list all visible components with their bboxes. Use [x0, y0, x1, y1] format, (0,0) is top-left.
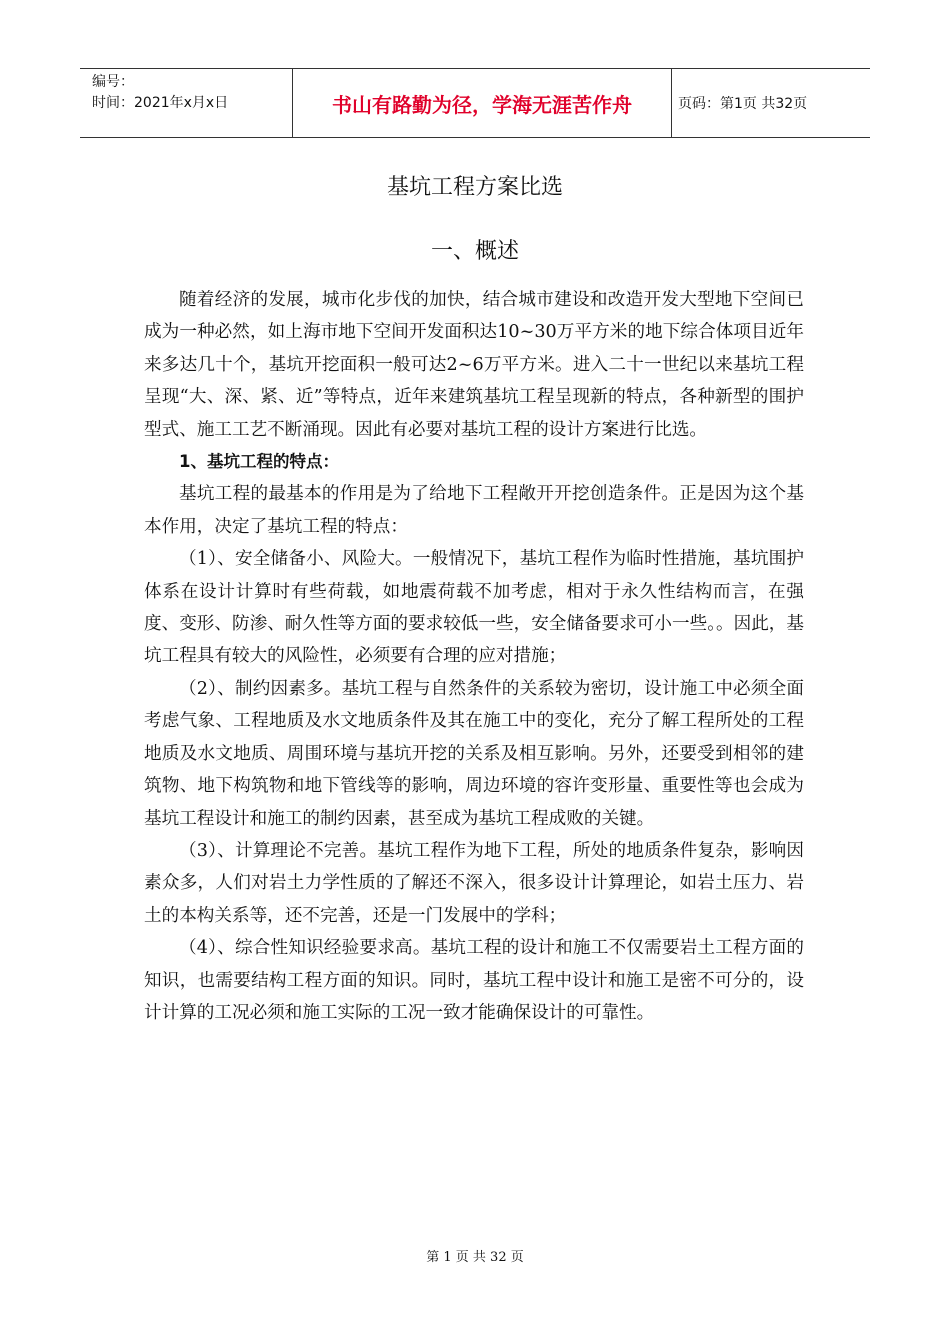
document-number-label: 编号： — [92, 74, 134, 90]
header-motto: 书山有路勤为径，学海无涯苦作舟 — [293, 69, 672, 137]
page-footer: 第 1 页 共 32 页 — [426, 1250, 524, 1265]
section-title: 一、概述 — [430, 239, 519, 264]
paragraph-feature-3: （3）、计算理论不完善。基坑工程作为地下工程，所处的地质条件复杂，影响因素众多，人们对岩土力学性质的了解还不深入，很多设计计算理论，如岩土压力、岩土的本构关系等，还不完善，还是一门发展中的学科； — [144, 840, 804, 926]
subheading-features: 1、基坑工程的特点： — [179, 452, 339, 472]
paragraph-feature-2: （2）、制约因素多。基坑工程与自然条件的关系较为密切，设计施工中必须全面考虑气象、工程地质及水文地质条件及其在施工中的变化，充分了解工程所处的工程地质及水文地质、周围环境与基坑开挖的关系及相互影响。另外，还要受到相邻的建筑物、地下构筑物和地下管线等的影响，周边环境的容许变形量、重要性等也会成为基坑工程设计和施工的制约因素，甚至成为基坑工程成败的关键。 — [144, 678, 804, 829]
paragraph-basic-function: 基坑工程的最基本的作用是为了给地下工程敞开开挖创造条件。正是因为这个基本作用，决定了基坑工程的特点： — [144, 484, 804, 537]
paragraph-feature-4: （4）、综合性知识经验要求高。基坑工程的设计和施工不仅需要岩土工程方面的知识，也需要结构工程方面的知识。同时，基坑工程中设计和施工是密不可分的，设计计算的工况必须和施工实际的工况一致才能确保设计的可靠性。 — [144, 938, 804, 1023]
header-meta — [80, 69, 293, 137]
header-page-info: 页码：第1页 共32页 — [678, 96, 808, 112]
paragraph-feature-1: （1）、安全储备小、风险大。一般情况下，基坑工程作为临时性措施，基坑围护体系在设计计算时有些荷载，如地震荷载不加考虑，相对于永久性结构而言，在强度、变形、防渗、耐久性等方面的要求较低一些，安全储备要求可小一些。。因此，基坑工程具有较大的风险性，必须要有合理的应对措施； — [144, 549, 804, 667]
document-body — [144, 284, 804, 1029]
page-header — [80, 68, 870, 138]
document-title: 基坑工程方案比选 — [386, 175, 563, 200]
paragraph-intro: 随着经济的发展，城市化步伐的加快，结合城市建设和改造开发大型地下空间已成为一种必然，如上海市地下空间开发面积达10~30万平方米的地下综合体项目近年来多达几十个，基坑开挖面积一般可达2~6万平方米。进入二十一世纪以来基坑工程呈现“大、深、紧、近”等特点，近年来建筑基坑工程呈现新的特点，各种新型的围护型式、施工工艺不断涌现。因此有必要对基坑工程的设计方案进行比选。 — [144, 290, 804, 440]
document-time-label: 时间：2021年x月x日 — [92, 95, 229, 111]
